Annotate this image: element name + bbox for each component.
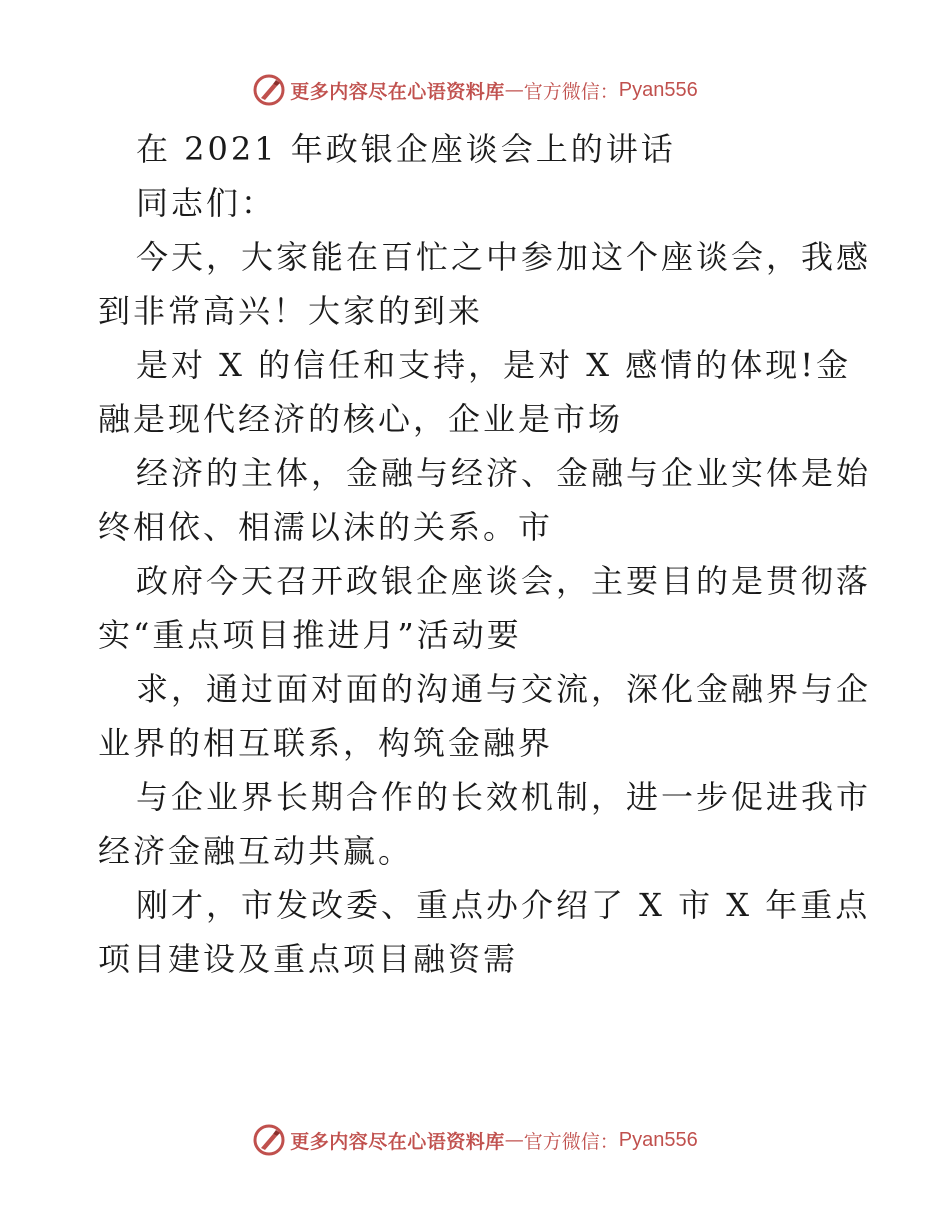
banner-text: 更多内容尽在心语资料库	[290, 80, 505, 103]
text-line: 实“重点项目推进月”活动要	[98, 616, 522, 654]
document-title: 在 2021 年政银企座谈会上的讲话	[136, 130, 676, 168]
text-line: 同志们：	[136, 184, 277, 222]
text-line: 是对 X 的信任和支持，是对 X 感情的体现!金	[136, 346, 852, 384]
text-line: 今天，大家能在百忙之中参加这个座谈会，我感	[136, 238, 872, 276]
banner-wechat-label: 官方微信：	[523, 1130, 619, 1153]
text-line: 经济金融互动共赢。	[98, 832, 414, 870]
text-line: 政府今天召开政银企座谈会，主要目的是贯彻落	[136, 562, 872, 600]
paragraph-lines	[98, 176, 872, 986]
banner-dash: —	[504, 1129, 524, 1151]
text-line: 终相依、相濡以沫的关系。市	[98, 508, 554, 546]
pen-logo-icon	[252, 1123, 286, 1157]
text-line: 经济的主体，金融与经济、金融与企业实体是始	[136, 454, 872, 492]
text-line: 业界的相互联系，构筑金融界	[98, 724, 554, 762]
banner-text: 更多内容尽在心语资料库	[290, 1130, 505, 1153]
banner-wechat-id: Pyan556	[618, 78, 698, 101]
banner-dash: —	[504, 79, 524, 101]
text-line: 融是现代经济的核心，企业是市场	[98, 400, 624, 438]
text-line: 刚才，市发改委、重点办介绍了 X 市 X 年重点	[136, 886, 871, 924]
pen-logo-icon	[252, 73, 286, 107]
text-line: 项目建设及重点项目融资需	[98, 940, 519, 978]
text-line: 到非常高兴！大家的到来	[98, 292, 484, 330]
footer-watermark	[0, 1120, 950, 1160]
text-line: 与企业界长期合作的长效机制，进一步促进我市	[136, 778, 872, 816]
header-watermark	[0, 70, 950, 110]
document-body	[98, 122, 872, 986]
banner-wechat-id: Pyan556	[618, 1128, 698, 1151]
banner-wechat-label: 官方微信：	[523, 80, 619, 103]
text-line: 求，通过面对面的沟通与交流，深化金融界与企	[136, 670, 872, 708]
